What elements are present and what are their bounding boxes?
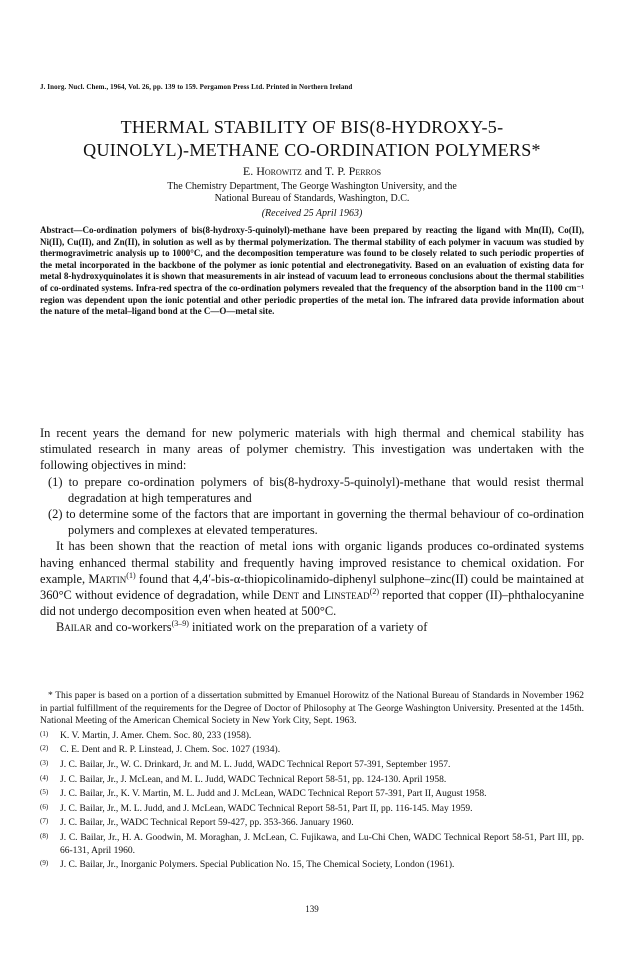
journal-citation-line: J. Inorg. Nucl. Chem., 1964, Vol. 26, pp. 139 to 159. Pergamon Press Ltd. Printed in Northern Ireland bbox=[40, 83, 353, 91]
page-number: 139 bbox=[305, 904, 319, 914]
cite-bailar: Bailar bbox=[56, 620, 92, 635]
reference-item bbox=[40, 772, 584, 787]
reference-number: (6) bbox=[40, 802, 49, 811]
reference-text: J. C. Bailar, Jr., WADC Technical Report 59-427, pp. 353-366. January 1960. bbox=[60, 818, 354, 829]
reference-text: J. C. Bailar, Jr., H. A. Goodwin, M. Moraghan, J. McLean, C. Fujikawa, and Lu-Chi Chen, WADC Technical Report 58-51, Part III, pp. 66-131, April 1960. bbox=[60, 832, 584, 856]
ref-marker-1: (1) bbox=[126, 570, 136, 580]
title-line-2: QUINOLYL)-METHANE CO-ORDINATION POLYMERS* bbox=[83, 140, 541, 160]
author1-surname: Horowitz bbox=[256, 164, 302, 178]
reference-number: (2) bbox=[40, 744, 49, 753]
reference-text: J. C. Bailar, Jr., Inorganic Polymers. Special Publication No. 15, The Chemical Society, London (1961). bbox=[60, 860, 455, 871]
reference-list bbox=[40, 728, 584, 872]
affiliation-line-2: National Bureau of Standards, Washington, D.C. bbox=[214, 193, 410, 204]
paper-title bbox=[40, 116, 584, 162]
para2-part-b: found that 4,4′-bis-α-thiopicolinamido-diphenyl sulphone–zinc(II) could be maintained at 360°C without evidence of degradation, while bbox=[40, 571, 584, 603]
reference-text: J. C. Bailar, Jr., M. L. Judd, and J. McLean, WADC Technical Report 58-51, Part II, pp. 116-145. May 1959. bbox=[60, 803, 473, 814]
reference-text: J. C. Bailar, Jr., J. McLean, and M. L. Judd, WADC Technical Report 58-51, pp. 124-130. April 1958. bbox=[60, 774, 447, 785]
reference-item bbox=[40, 801, 584, 816]
reference-item bbox=[40, 742, 584, 757]
para2-and: and bbox=[299, 588, 324, 603]
received-date: (Received 25 April 1963) bbox=[261, 208, 363, 219]
footnote-asterisk: * This paper is based on a portion of a dissertation submitted by Emanuel Horowitz of the National Bureau of Standards in November 1962 in partial fulfillment of the requirements for the Degree of Doctor of Philosophy at The George Washington University. Presented at the 145th. National Meeting of the American Chemical Society in New York City, Sept. 1963. bbox=[40, 691, 584, 727]
reference-text: K. V. Martin, J. Amer. Chem. Soc. 80, 233 (1958). bbox=[60, 730, 252, 741]
para2-part-a: It has been shown that the reaction of metal ions with organic ligands produces co-ordinated systems having enhanced thermal stability and frequently having improved resistance to chemical oxidation. For example, bbox=[40, 539, 584, 586]
para3-part-a: and co-workers bbox=[91, 620, 172, 635]
body-paragraph-1: In recent years the demand for new polymeric materials with high thermal and chemical stability has stimulated research in many areas of polymer chemistry. This investigation was undertaken with the following objectives in mind: bbox=[40, 426, 584, 473]
abstract-text: —Co-ordination polymers of bis(8-hydroxy-5-quinolyl)-methane have been prepared by reacting the ligand with Mn(II), Co(II), Ni(II), Cu(II), and Zn(II), in solution as well as by thermal polymerization. The thermal stability of each polymer in vacuum was studied by thermogravimetric analysis up to 1000°C, and the decomposition temperature was found to be closely related to such periodic properties of the metal incorporated in the backbone of the polymer as ionic potential and electronegativity. Based on an evaluation of existing data for metal 8-hydroxyquinolates it is shown that measurements in air instead of vacuum lead to erroneous conclusions about the thermal stabilities of co-ordinated systems. Infra-red spectra of the co-ordination polymers revealed that the frequency of the absorption band in the 1100 cm⁻¹ region was dependent upon the ionic potential and other periodic properties of the metal ion. The infrared data provide information about the nature of the metal–ligand bond at the C—O—metal site. bbox=[40, 225, 584, 317]
para3-part-b: initiated work on the preparation of a variety of bbox=[188, 620, 428, 635]
author-conjunction: and T. P. bbox=[301, 164, 349, 178]
reference-number: (4) bbox=[40, 773, 49, 782]
reference-number: (9) bbox=[40, 859, 49, 868]
reference-item bbox=[40, 786, 584, 801]
reference-number: (7) bbox=[40, 817, 49, 826]
author1-initial: E. bbox=[242, 164, 257, 178]
reference-number: (1) bbox=[40, 729, 49, 738]
body-paragraph-3 bbox=[40, 619, 584, 635]
body-text bbox=[40, 425, 584, 636]
reference-item bbox=[40, 728, 584, 743]
reference-text: C. E. Dent and R. P. Linstead, J. Chem. Soc. 1027 (1934). bbox=[60, 745, 281, 756]
objective-1: (1) to prepare co-ordination polymers of bis(8-hydroxy-5-quinolyl)-methane that would resist thermal degradation at high temperatures and bbox=[48, 474, 584, 505]
author2-surname: Perros bbox=[348, 164, 382, 178]
reference-item bbox=[40, 815, 584, 830]
para2-part-c: reported that copper (II)–phthalocyanine did not undergo decomposition even when heated at 500°C. bbox=[40, 588, 584, 619]
cite-martin: Martin bbox=[88, 571, 127, 586]
cite-dent: Dent bbox=[272, 588, 300, 603]
reference-text: J. C. Bailar, Jr., K. V. Martin, M. L. Judd and J. McLean, WADC Technical Report 57-391, Part II, August 1958. bbox=[60, 789, 487, 800]
body-paragraph-2 bbox=[40, 538, 584, 619]
reference-item bbox=[40, 757, 584, 772]
reference-number: (5) bbox=[40, 788, 49, 797]
reference-item bbox=[40, 857, 584, 872]
affiliation bbox=[40, 181, 584, 205]
affiliation-line-1: The Chemistry Department, The George Washington University, and the bbox=[167, 181, 457, 192]
reference-text: J. C. Bailar, Jr., W. C. Drinkard, Jr. and M. L. Judd, WADC Technical Report 57-391, September 1957. bbox=[60, 759, 451, 770]
author-line bbox=[40, 164, 584, 179]
cite-linstead: Linstead bbox=[323, 588, 370, 603]
footnotes bbox=[40, 690, 584, 872]
objective-2: (2) to determine some of the factors that are important in governing the thermal behaviour of co-ordination polymers and complexes at elevated temperatures. bbox=[48, 507, 584, 538]
ref-marker-2: (2) bbox=[369, 586, 379, 596]
reference-number: (8) bbox=[40, 831, 49, 840]
reference-number: (3) bbox=[40, 758, 49, 767]
ref-marker-3-9: (3–9) bbox=[171, 619, 189, 629]
abstract-label: Abstract bbox=[40, 225, 74, 235]
reference-item bbox=[40, 830, 584, 857]
abstract bbox=[40, 225, 584, 318]
title-line-1: THERMAL STABILITY OF BIS(8-HYDROXY-5- bbox=[120, 117, 504, 137]
